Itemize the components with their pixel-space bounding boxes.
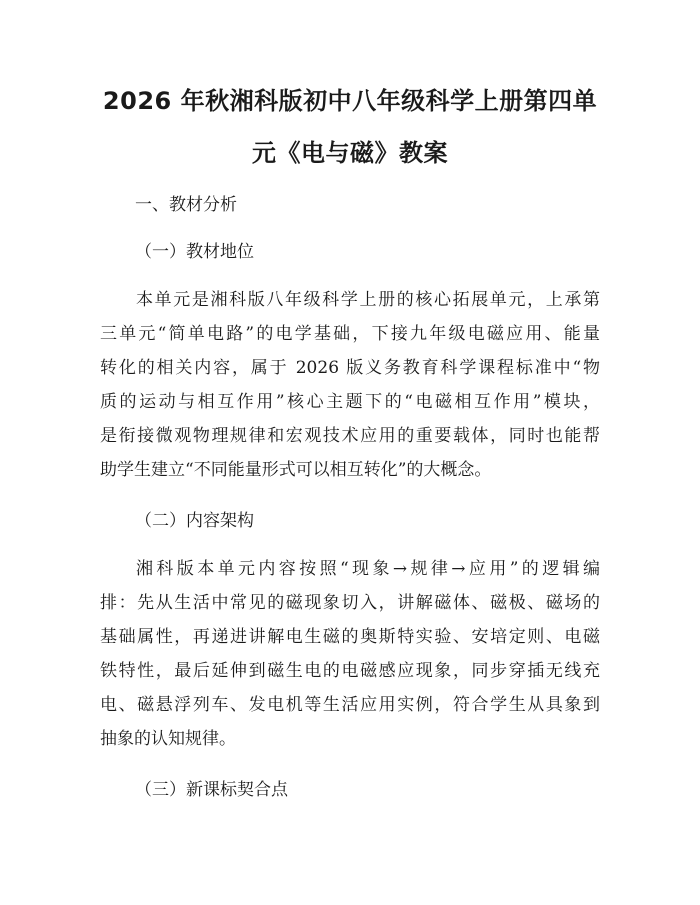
document-title-line-1: 2026 年秋湘科版初中八年级科学上册第四单 — [102, 87, 598, 115]
subheading-content-structure: （二）内容架构 — [135, 511, 254, 531]
paragraph-line: 湘科版本单元内容按照“现象→规律→应用”的逻辑编 — [136, 559, 600, 579]
paragraph-line: 本单元是湘科版八年级科学上册的核心拓展单元，上承第 — [136, 290, 600, 310]
paragraph-line: 基础属性，再递进讲解电生磁的奥斯特实验、安培定则、电磁 — [100, 627, 600, 647]
paragraph-line: 排：先从生活中常见的磁现象切入，讲解磁体、磁极、磁场的 — [100, 593, 600, 613]
paragraph-line: 助学生建立“不同能量形式可以相互转化”的大概念。 — [100, 460, 492, 480]
paragraph-line: 是衔接微观物理规律和宏观技术应用的重要载体，同时也能帮 — [100, 426, 600, 446]
section-heading-textbook-analysis: 一、教材分析 — [135, 195, 237, 215]
paragraph-line: 抽象的认知规律。 — [100, 729, 236, 749]
paragraph-line: 铁特性，最后延伸到磁生电的电磁感应现象，同步穿插无线充 — [100, 661, 600, 681]
paragraph-line: 质的运动与相互作用”核心主题下的“电磁相互作用”模块， — [100, 392, 600, 412]
paragraph-line: 转化的相关内容，属于 2026 版义务教育科学课程标准中“物 — [100, 358, 600, 378]
paragraph-line: 电、磁悬浮列车、发电机等生活应用实例，符合学生从具象到 — [100, 695, 600, 715]
subheading-curriculum-alignment: （三）新课标契合点 — [135, 780, 288, 800]
subheading-textbook-status: （一）教材地位 — [135, 242, 254, 262]
paragraph-line: 三单元“简单电路”的电学基础，下接九年级电磁应用、能量 — [100, 324, 600, 344]
document-title-line-2: 元《电与磁》教案 — [252, 139, 448, 167]
